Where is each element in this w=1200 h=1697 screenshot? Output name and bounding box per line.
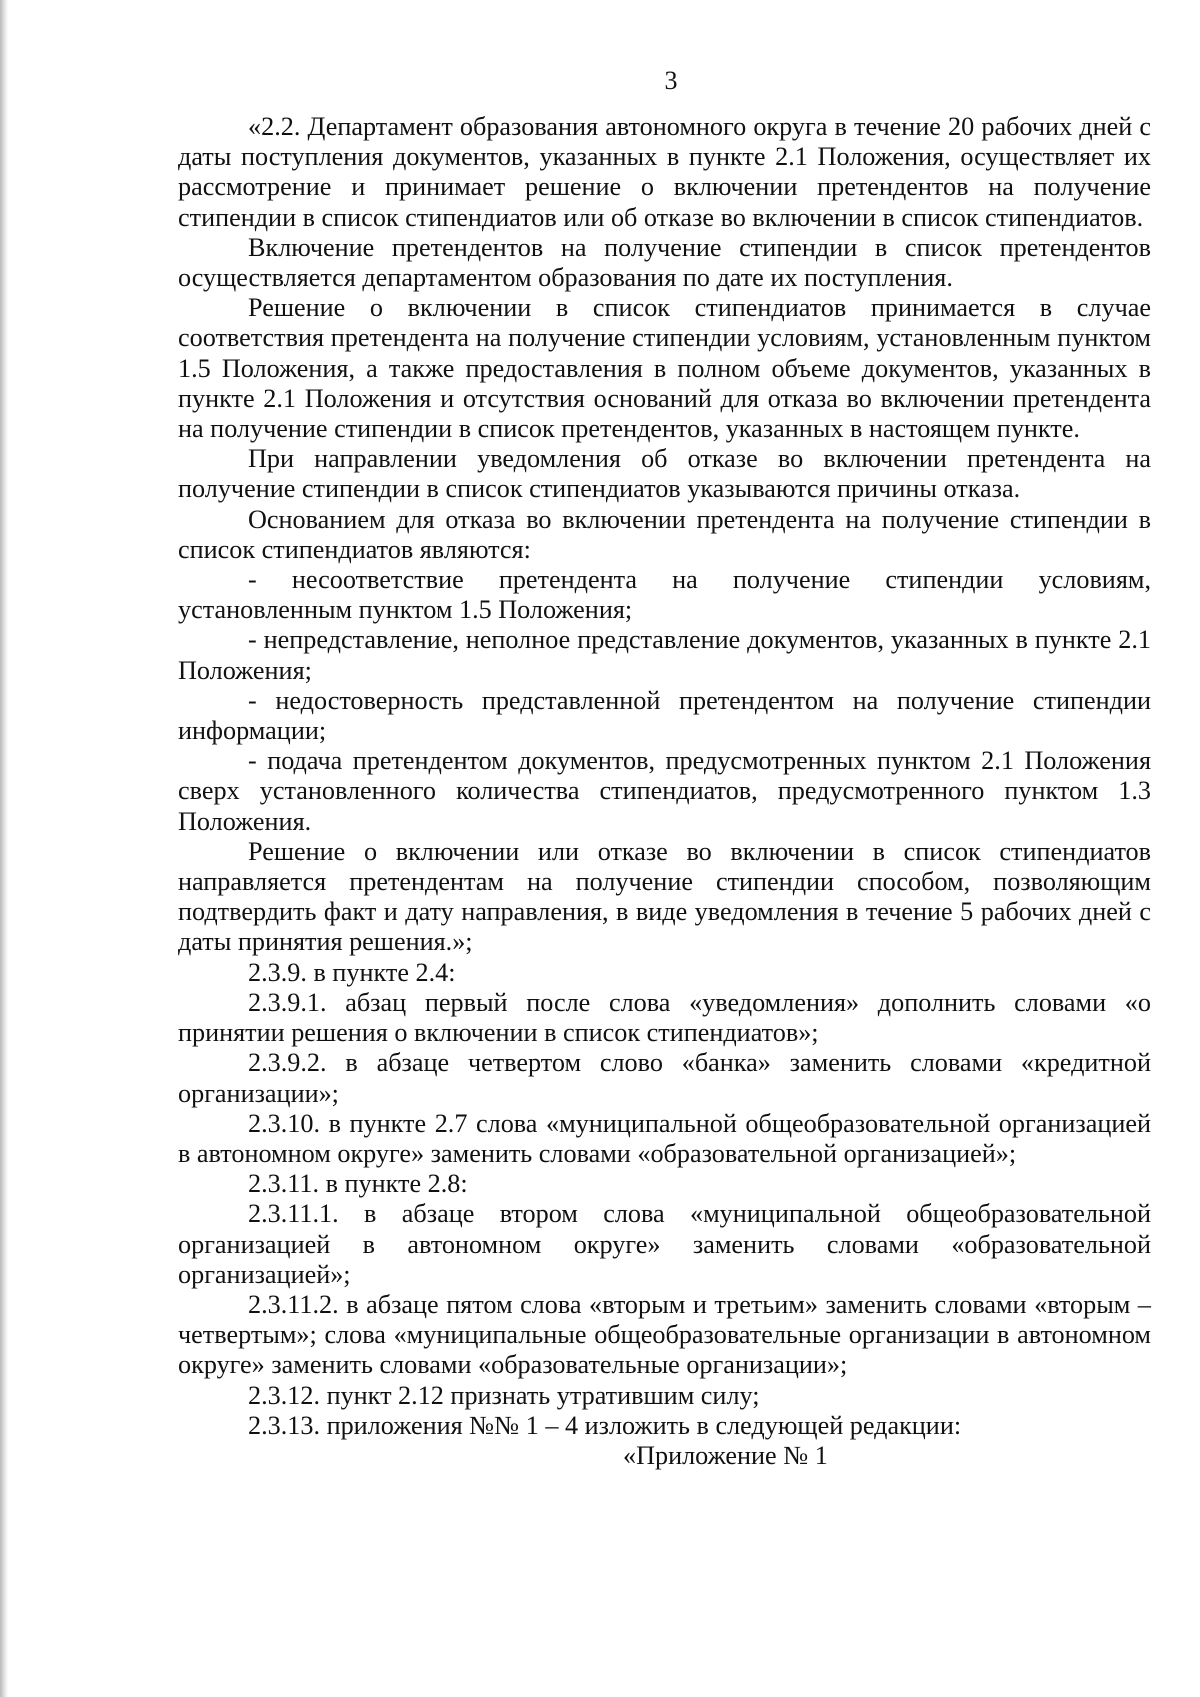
- list-item-nonconformity: - несоответствие претендента на получение стипендии условиям, установленным пунктом 1.5 Положения;: [178, 565, 1151, 625]
- paragraph-inclusion-decision: Решение о включении в список стипендиатов принимается в случае соответствия претендента на получение стипендии условиям, установленным пунктом 1.5 Положения, а также предоставления в полном объеме документов, указанных в пункте 2.1 Положения и отсутствия оснований для отказа во включении претендента на получение стипендии в список претендентов, указанных в настоящем пункте.: [178, 293, 1151, 444]
- clause-2-3-9-2: 2.3.9.2. в абзаце четвертом слово «банка» заменить словами «кредитной организации»;: [178, 1048, 1151, 1108]
- appendix-heading: «Приложение № 1: [623, 1440, 828, 1470]
- clause-2-3-10: 2.3.10. в пункте 2.7 слова «муниципальной общеобразовательной организацией в автономном округе» заменить словами «образовательной организацией»;: [178, 1108, 1151, 1168]
- clause-2-3-9: 2.3.9. в пункте 2.4:: [248, 957, 456, 987]
- document-body: [178, 112, 1151, 1471]
- clause-2-3-11-2: 2.3.11.2. в абзаце пятом слова «вторым и третьим» заменить словами «вторым – четвертым»; слова «муниципальные общеобразовательные организации в автономном округе» заменить словами «образовательные организации»;: [178, 1289, 1151, 1380]
- clause-2-3-11: 2.3.11. в пункте 2.8:: [248, 1169, 468, 1199]
- paragraph-refusal-notice: При направлении уведомления об отказе во включении претендента на получение стипендии в список стипендиатов указываются причины отказа.: [178, 444, 1151, 504]
- list-item-unreliability: - недостоверность представленной претендентом на получение стипендии информации;: [178, 685, 1151, 746]
- list-item-excess-submission: - подача претендентом документов, предусмотренных пунктом 2.1 Положения сверх установленного количества стипендиатов, предусмотренного пунктом 1.3 Положения.: [178, 746, 1151, 836]
- paragraph-refusal-grounds: Основанием для отказа во включении претендента на получение стипендии в список стипендиатов являются:: [178, 504, 1151, 564]
- clause-2-3-11-1: 2.3.11.1. в абзаце втором слова «муниципальной общеобразовательной организацией в автономном округе» заменить словами «образовательной организацией»;: [178, 1199, 1151, 1289]
- clause-2-3-9-1: 2.3.9.1. абзац первый после слова «уведомления» дополнить словами «о принятии решения о включении в список стипендиатов»;: [178, 987, 1151, 1048]
- paragraph-2-2: «2.2. Департамент образования автономного округа в течение 20 рабочих дней с даты поступления документов, указанных в пункте 2.1 Положения, осуществляет их рассмотрение и принимает решение о включении претендентов на получение стипендии в список стипендиатов или об отказе во включении в список стипендиатов.: [178, 112, 1151, 232]
- list-item-nonsubmission: - непредставление, неполное представление документов, указанных в пункте 2.1 Положения;: [178, 625, 1151, 685]
- paragraph-inclusion-order: Включение претендентов на получение стипендии в список претендентов осуществляется департаментом образования по дате их поступления.: [178, 232, 1151, 293]
- clause-2-3-12: 2.3.12. пункт 2.12 признать утратившим силу;: [248, 1380, 760, 1410]
- scan-left-edge: [0, 0, 8, 1697]
- paragraph-decision-delivery: Решение о включении или отказе во включении в список стипендиатов направляется претендентам на получение стипендии способом, позволяющим подтвердить факт и дату направления, в виде уведомления в течение 5 рабочих дней с даты принятия решения.»;: [178, 836, 1151, 957]
- page-number: 3: [664, 66, 678, 95]
- clause-2-3-13: 2.3.13. приложения №№ 1 – 4 изложить в следующей редакции:: [248, 1410, 962, 1440]
